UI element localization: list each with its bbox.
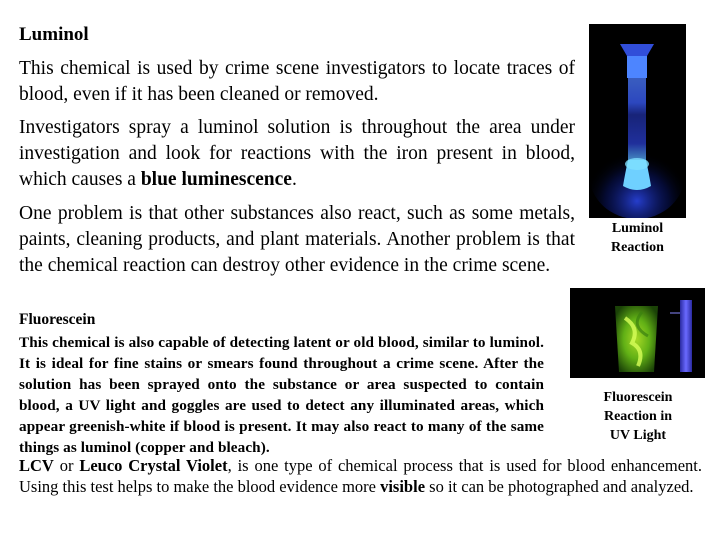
lcv-text-2: , is one type of chemical process that is used for blood enhancement. Using this test helps to make the blood evidence more (19, 456, 702, 496)
luminol-paragraph-1: This chemical is used by crime scene investigators to locate traces of blood, even if it has been cleaned or removed. (19, 58, 575, 105)
glowing-test-tube-icon (589, 24, 686, 218)
luminol-paragraph-2-end: . (291, 169, 297, 190)
luminol-caption-line-1: Luminol (611, 221, 664, 236)
lcv-acronym: LCV (19, 456, 54, 475)
lcv-text-1: or (53, 456, 80, 475)
fluorescein-caption-line-1: Fluorescein (603, 390, 673, 405)
lcv-paragraph (19, 455, 702, 497)
luminol-paragraph-2-text: Investigators spray a luminol solution is throughout the area under investigation and look for reactions with the iron present in blood, which causes a (19, 117, 575, 190)
fluorescein-heading: Fluorescein (19, 311, 96, 328)
lcv-text-3: so it can be photographed and analyzed. (425, 477, 694, 496)
luminol-paragraph-2 (19, 115, 575, 193)
luminol-paragraph-3: One problem is that other substances also react, such as some metals, paints, cleaning products, and plant materials. Another problem is that the chemical reaction can destroy other evidence in the crime scene. (19, 203, 575, 276)
luminol-caption (589, 219, 686, 257)
luminol-reaction-image (589, 24, 686, 218)
fluorescein-body-text: This chemical is also capable of detecting latent or old blood, similar to luminol. It is ideal for fine stains or smears found throughout a crime scene. After the solution has been sprayed onto the substance or area suspected to contain blood, a UV light and goggles are used to detect any illuminated areas, which appear greenish-white if blood is present. It may also react to many of the same things as luminol (copper and bleach). (19, 334, 544, 456)
fluorescein-caption-line-2: Reaction in (603, 409, 673, 424)
blue-luminescence-text: blue luminescence (140, 169, 292, 190)
luminol-caption-line-2: Reaction (611, 240, 664, 255)
fluorescein-paragraph (19, 332, 544, 458)
fluorescing-beaker-icon (570, 288, 705, 378)
fluorescein-caption (578, 388, 698, 445)
fluorescein-reaction-image (570, 288, 705, 378)
leuco-crystal-violet-term: Leuco Crystal Violet (79, 456, 228, 475)
luminol-heading: Luminol (19, 24, 89, 45)
fluorescein-caption-line-3: UV Light (609, 428, 667, 443)
visible-term: visible (380, 477, 426, 496)
